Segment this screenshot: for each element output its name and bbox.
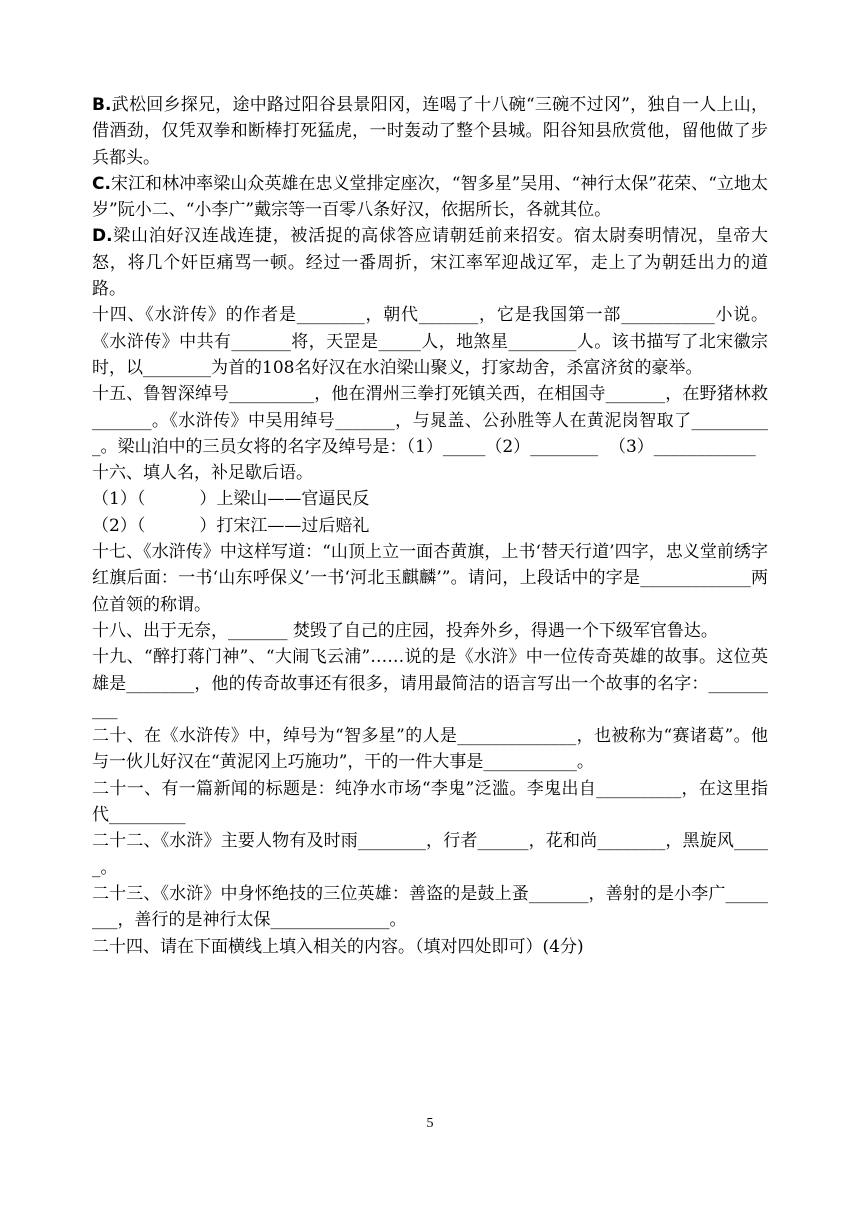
question-21: 二十一、有一篇新闻的标题是：纯净水市场“李鬼”泛滥。李鬼出自__________，在这里指代_________ [92, 778, 768, 826]
question-14: 十四、《水浒传》的作者是________，朝代_______，它是我国第一部___________小说。《水浒传》中共有_______将，天罡是_____人，地煞星________人。该书描写了北宋徽宗时，以________为首的108名好汉在水泊梁山聚义，打家劫舍，杀富济贫的豪举。 [92, 305, 768, 378]
question-17: 十七、《水浒传》中这样写道：“山顶上立一面杏黄旗，上书‘替天行道’四字，忠义堂前绣字红旗后面：一书‘山东呼保义’一书‘河北玉麒麟’”。请问，上段话中的字是_____________两位首领的称谓。 [92, 542, 768, 615]
option-label: B. [92, 95, 112, 115]
question-18: 十八、出于无奈，_______ 焚毁了自己的庄园，投奔外乡，得遇一个下级军官鲁达。 [92, 620, 718, 641]
question-20: 二十、在《水浒传》中，绰号为“智多星”的人是______________，也被称为“赛诸葛”。他与一伙儿好汉在“黄泥冈上巧施功”，干的一件大事是___________。 [92, 726, 768, 773]
option-c [92, 171, 768, 224]
option-label: C. [92, 173, 111, 194]
document-body [92, 92, 768, 960]
option-text: 宋江和林冲率梁山众英雄在忠义堂排定座次，“智多星”吴用、“神行太保”花荣、“立地太岁”阮小二、“小李广”戴宗等一百零八条好汉，依据所长，各就其位。 [92, 173, 768, 221]
option-text: 武松回乡探兄，途中路过阳谷县景阳冈，连喝了十八碗“三碗不过冈”，独自一人上山，借酒劲，仅凭双拳和断棒打死猛虎，一时轰动了整个县城。阳谷知县欣赏他，留他做了步兵都头。 [92, 95, 768, 168]
question-15: 十五、鲁智深绰号__________，他在渭州三拳打死镇关西，在相国寺_______，在野猪林救_______。《水浒传》中吴用绰号_______，与晁盖、公孙胜等人在黄泥岗智取了__________。梁山泊中的三员女将的名字及绰号是：（1）_____（2）________ （3）____________ [92, 384, 768, 457]
option-b [92, 92, 768, 171]
page-number: 5 [426, 1116, 434, 1131]
option-text: 梁山泊好汉连战连捷，被活捉的高俅答应请朝廷前来招安。宿太尉奏明情况，皇帝大怒，将几个奸臣痛骂一顿。经过一番周折，宋江率军迎战辽军，走上了为朝廷出力的道路。 [92, 226, 768, 300]
option-d [92, 223, 768, 302]
question-24: 二十四、请在下面横线上填入相关的内容。（填对四处即可）(4分) [92, 936, 584, 957]
question-16-item-1: （1）（ ）上梁山——官逼民反 [92, 489, 370, 510]
question-16-item-2: （2）（ ）打宋江——过后赔礼 [92, 515, 370, 536]
option-label: D. [92, 226, 113, 247]
question-16: 十六、填人名，补足歇后语。 [92, 463, 313, 484]
question-23: 二十三、《水浒》中身怀绝技的三位英雄：善盗的是鼓上蚤_______，善射的是小李广________，善行的是神行太保______________。 [92, 883, 768, 931]
question-19: 十九、“醉打蒋门神”、“大闹飞云浦”……说的是《水浒》中一位传奇英雄的故事。这位英雄是________，他的传奇故事还有很多，请用最简洁的语言写出一个故事的名字：__________ [92, 647, 768, 720]
question-22: 二十二、《水浒》主要人物有及时雨________，行者______，花和尚________，黑旋风_____。 [92, 831, 768, 878]
